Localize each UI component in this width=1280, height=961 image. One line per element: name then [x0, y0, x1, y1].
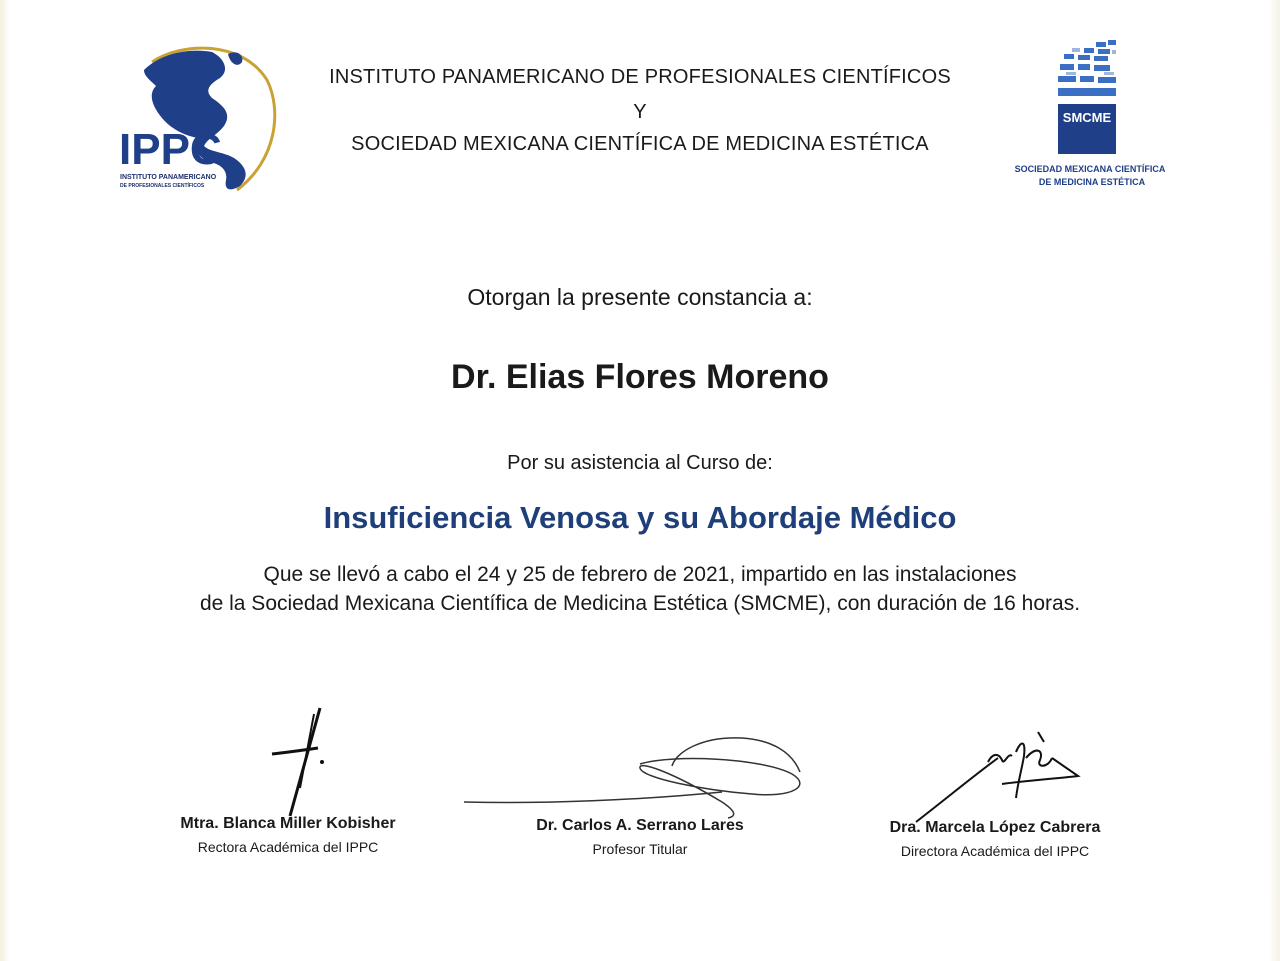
- course-title: Insuficiencia Venosa y su Abordaje Médico: [323, 500, 957, 535]
- header-line2: Y: [633, 101, 647, 123]
- signatory-3: [878, 819, 1112, 859]
- smcme-caption-line1: SOCIEDAD MEXICANA CIENTÍFICA: [1014, 164, 1166, 174]
- smcme-caption-line2: DE MEDICINA ESTÉTICA: [1038, 177, 1146, 187]
- signatory-2: [520, 817, 760, 857]
- header-line3: SOCIEDAD MEXICANA CIENTÍFICA DE MEDICINA ESTÉTICA: [351, 133, 929, 155]
- ippc-subtitle-line2: DE PROFESIONALES CIENTÍFICOS: [120, 183, 205, 189]
- recipient-name: Dr. Elias Flores Moreno: [451, 358, 829, 396]
- ippc-acronym: IPPC: [119, 125, 222, 174]
- paper-edge-left: [0, 0, 10, 961]
- signature-3-drawing: [912, 728, 1087, 828]
- signatory-3-role: Directora Académica del IPPC: [900, 843, 1090, 859]
- ippc-subtitle-line1: INSTITUTO PANAMERICANO: [120, 174, 217, 181]
- header-line1: INSTITUTO PANAMERICANO DE PROFESIONALES CIENTÍFICOS: [329, 66, 951, 88]
- ippc-logo: [112, 40, 282, 198]
- course-detail-line2: de la Sociedad Mexicana Científica de Medicina Estética (SMCME), con duración de 16 horas.: [199, 592, 1081, 615]
- signatory-3-name: Dra. Marcela López Cabrera: [889, 819, 1101, 836]
- grant-text: Otorgan la presente constancia a:: [467, 284, 813, 310]
- attendance-text: Por su asistencia al Curso de:: [507, 452, 773, 474]
- smcme-acronym: SMCME: [1062, 110, 1112, 125]
- signatory-1-name: Mtra. Blanca Miller Kobisher: [180, 815, 396, 832]
- signatory-1-role: Rectora Académica del IPPC: [197, 839, 379, 855]
- smcme-badge: [1058, 104, 1116, 154]
- smcme-logo: [1000, 36, 1180, 196]
- signatory-2-role: Profesor Titular: [592, 841, 688, 857]
- pixel-mosaic-icon: [1000, 36, 1180, 106]
- paper-edge-right: [1268, 0, 1280, 961]
- signature-1-drawing: [260, 704, 340, 824]
- course-detail-line1: Que se llevó a cabo el 24 y 25 de febrero de 2021, impartido en las instalaciones: [263, 563, 1017, 586]
- signatory-1: [170, 815, 406, 855]
- signatory-2-name: Dr. Carlos A. Serrano Lares: [536, 817, 744, 834]
